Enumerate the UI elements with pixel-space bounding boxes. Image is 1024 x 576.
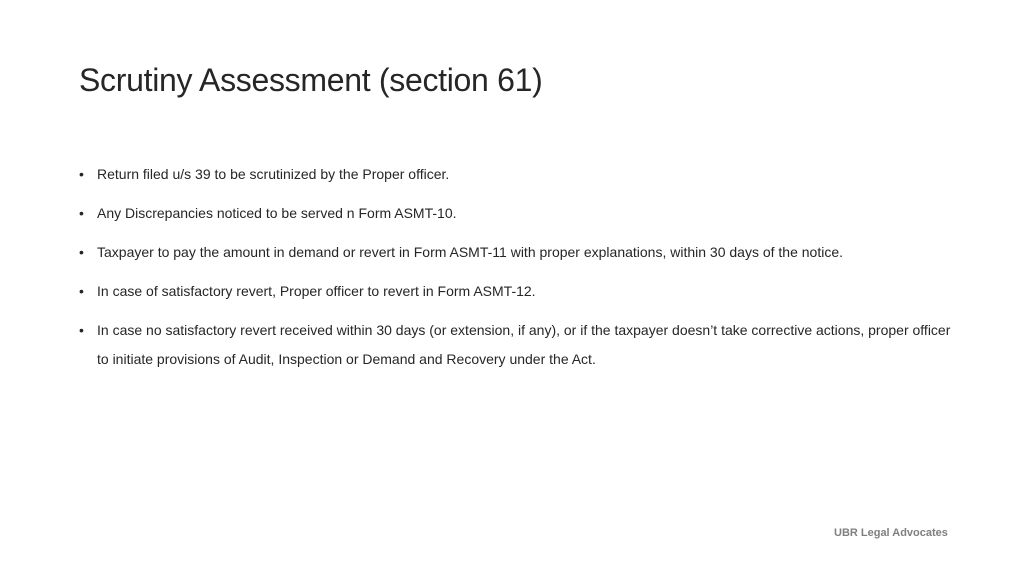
bullet-text: Return filed u/s 39 to be scrutinized by the Proper officer. — [97, 166, 450, 182]
bullet-text: In case no satisfactory revert received within 30 days (or extension, if any), or if the taxpayer doesn’t take corrective actions, proper officer to initiate provisions of Audit, Inspection or Demand and Recovery under the Act. — [97, 322, 951, 367]
bullet-item — [79, 316, 959, 374]
bullet-text: Any Discrepancies noticed to be served n Form ASMT-10. — [97, 205, 457, 221]
bullet-list — [79, 160, 959, 384]
bullet-text: In case of satisfactory revert, Proper officer to revert in Form ASMT-12. — [97, 283, 536, 299]
slide-title: Scrutiny Assessment (section 61) — [79, 62, 543, 98]
bullet-marker: • — [79, 205, 84, 221]
bullet-text: Taxpayer to pay the amount in demand or revert in Form ASMT-11 with proper explanations, within 30 days of the notice. — [97, 244, 844, 260]
bullet-marker: • — [79, 322, 84, 338]
bullet-item — [79, 160, 959, 189]
bullet-marker: • — [79, 166, 84, 182]
bullet-marker: • — [79, 244, 84, 260]
bullet-marker: • — [79, 283, 84, 299]
bullet-item — [79, 238, 959, 267]
footer-label: UBR Legal Advocates — [834, 527, 948, 539]
bullet-item — [79, 277, 959, 306]
bullet-item — [79, 199, 959, 228]
